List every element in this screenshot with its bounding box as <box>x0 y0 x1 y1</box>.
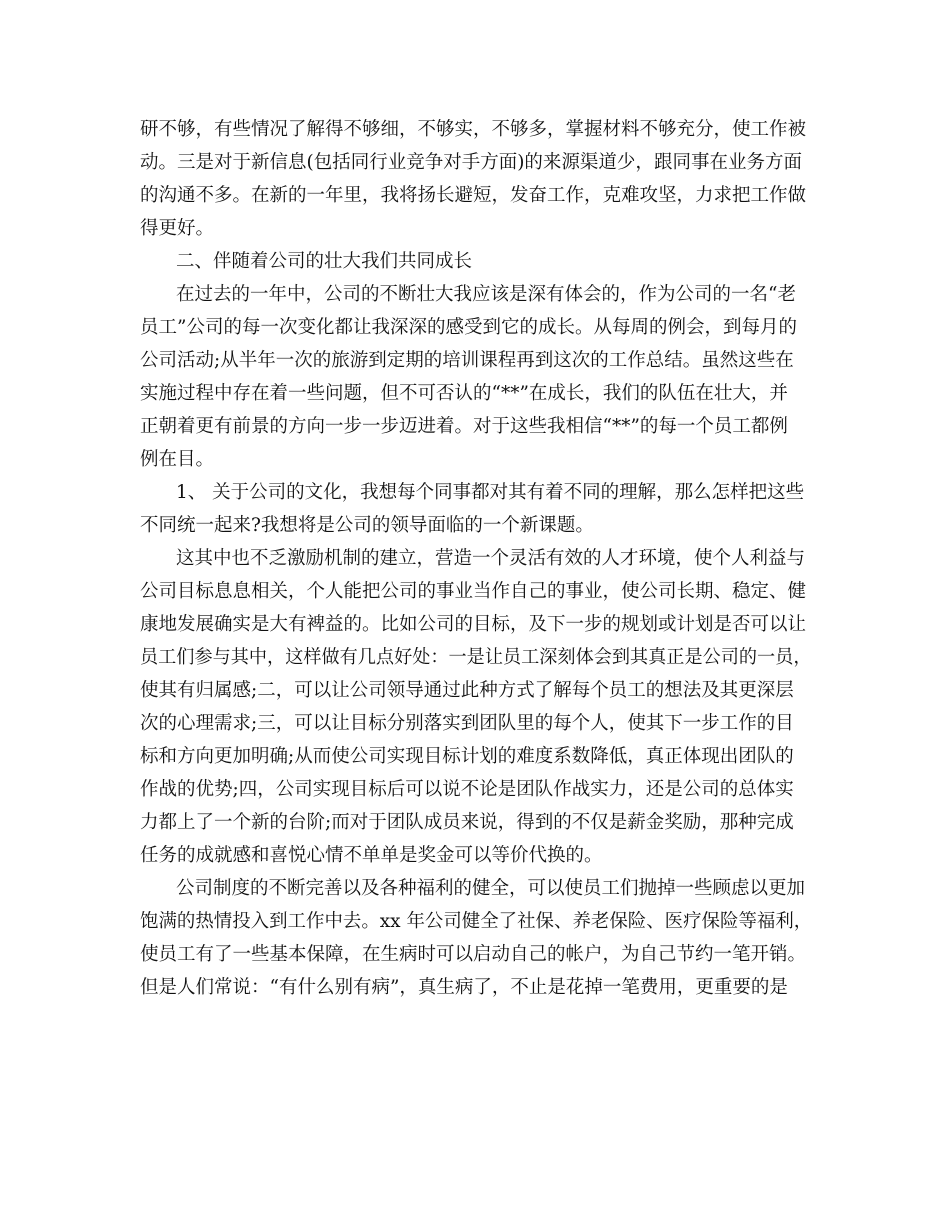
text-line: 实施过程中存在着一些问题，但不可否认的“**”在成长，我们的队伍在壮大，并 <box>140 383 788 404</box>
text-line: 这其中也不乏激励机制的建立，营造一个灵活有效的人才环境，使个人利益与 <box>176 548 806 569</box>
text-line: 员工”公司的每一次变化都让我深深的感受到它的成长。从每周的例会，到每月的 <box>140 317 797 338</box>
text-line: 标和方向更加明确;从而使公司实现目标计划的难度系数降低，真正体现出团队的 <box>140 746 794 767</box>
section-heading: 二、伴随着公司的壮大我们共同成长 <box>176 251 473 272</box>
text-line: 使其有归属感;二，可以让公司领导通过此种方式了解每个员工的想法及其更深层 <box>140 680 794 701</box>
text-line: 使员工有了一些基本保障，在生病时可以启动自己的帐户，为自己节约一笔开销。 <box>140 944 807 965</box>
text-line: 公司活动;从半年一次的旅游到定期的培训课程再到这次的工作总结。虽然这些在 <box>140 350 794 371</box>
text-line: 员工们参与其中，这样做有几点好处：一是让员工深刻体会到其真正是公司的一员， <box>140 647 812 668</box>
text-line: 动。三是对于新信息(包括同行业竞争对手方面)的来源渠道少，跟同事在业务方面 <box>140 152 802 173</box>
text-line: 公司目标息息相关，个人能把公司的事业当作自己的事业，使公司长期、稳定、健 <box>140 581 807 602</box>
text-line: 力都上了一个新的台阶;而对于团队成员来说，得到的不仅是薪金奖励，那种完成 <box>140 812 794 833</box>
text-line: 的沟通不多。在新的一年里，我将扬长避短，发奋工作，克难攻坚，力求把工作做 <box>140 185 807 206</box>
text-line: 康地发展确实是大有裨益的。比如公司的目标，及下一步的规划或计划是否可以让 <box>140 614 807 635</box>
text-line: 任务的成就感和喜悦心情不单单是奖金可以等价代换的。 <box>140 845 603 866</box>
text-line: 作战的优势;四，公司实现目标后可以说不论是团队作战实力，还是公司的总体实 <box>140 779 794 800</box>
text-line: 例在目。 <box>140 449 215 470</box>
text-line: 次的心理需求;三，可以让目标分别落实到团队里的每个人，使其下一步工作的目 <box>140 713 794 734</box>
text-line: 正朝着更有前景的方向一步一步迈进着。对于这些我相信“**”的每一个员工都例 <box>140 416 788 437</box>
list-item: 1、 关于公司的文化，我想每个同事都对其有着不同的理解，那么怎样把这些 <box>176 482 805 503</box>
text-line: 公司制度的不断完善以及各种福利的健全，可以使员工们抛掉一些顾虑以更加 <box>176 878 806 899</box>
text-line: 研不够，有些情况了解得不够细，不够实，不够多，掌握材料不够充分，使工作被 <box>140 119 807 140</box>
text-line: 但是人们常说：“有什么别有病”，真生病了，不止是花掉一笔费用，更重要的是 <box>140 977 788 998</box>
text-line: 得更好。 <box>140 218 215 239</box>
text-line: 在过去的一年中，公司的不断壮大我应该是深有体会的，作为公司的一名“老 <box>176 284 796 305</box>
text-line: 饱满的热情投入到工作中去。xx 年公司健全了社保、养老保险、医疗保险等福利， <box>140 911 813 932</box>
text-line: 不同统一起来?我想将是公司的领导面临的一个新课题。 <box>140 515 594 536</box>
